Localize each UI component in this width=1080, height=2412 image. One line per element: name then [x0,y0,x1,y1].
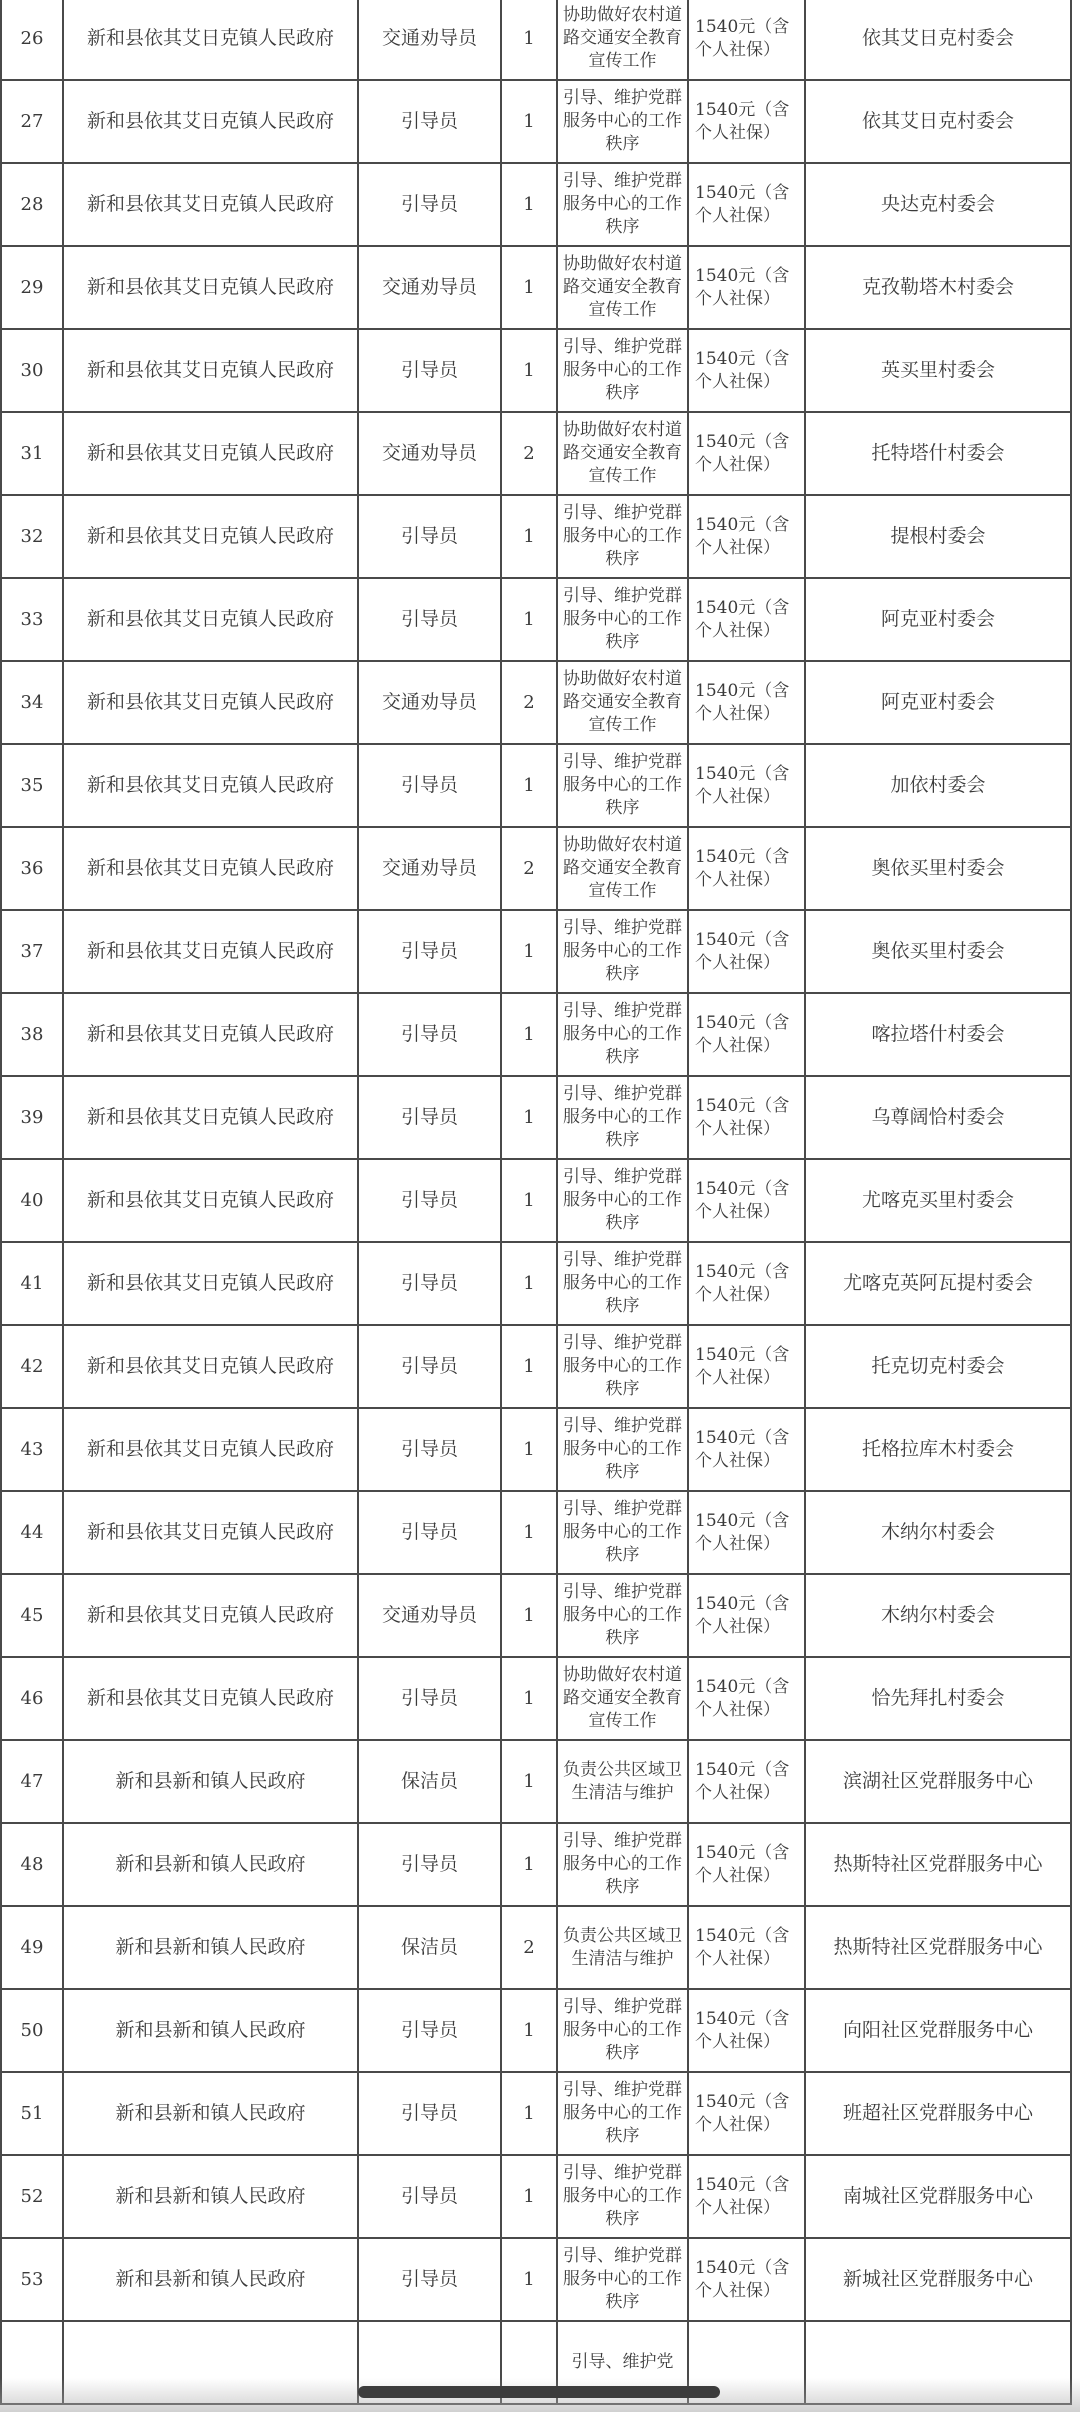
cell-duties-text: 引导、维护党群服务中心的工作秩序 [563,1001,682,1067]
cell-salary [688,2155,805,2238]
cell-work-location: 南城社区党群服务中心 [805,2155,1071,2238]
cell-number: 27 [1,80,63,163]
cell-number: 43 [1,1408,63,1491]
cell-position: 引导员 [358,2155,501,2238]
cell-employer: 新和县依其艾日克镇人民政府 [63,1574,358,1657]
cell-number: 26 [1,0,63,80]
cell-work-location: 乌尊阔恰村委会 [805,1076,1071,1159]
cell-headcount: 1 [501,910,557,993]
cell-duties-text: 协助做好农村道路交通安全教育宣传工作 [563,254,682,320]
cell-position: 交通劝导员 [358,827,501,910]
cell-salary-text: 1540元（含个人社保） [695,1510,790,1554]
cell-employer: 新和县依其艾日克镇人民政府 [63,0,358,80]
cell-duties-text: 引导、维护党群服务中心的工作秩序 [563,1333,682,1399]
cell-duties [557,1906,688,1989]
cell-employer: 新和县依其艾日克镇人民政府 [63,1408,358,1491]
cell-headcount: 2 [501,661,557,744]
cell-work-location: 奥依买里村委会 [805,827,1071,910]
cell-salary [688,163,805,246]
table-row [1,246,1071,329]
cell-salary [688,2321,805,2404]
cell-work-location: 尤喀克英阿瓦提村委会 [805,1242,1071,1325]
cell-salary-text: 1540元（含个人社保） [695,1842,790,1886]
cell-employer: 新和县依其艾日克镇人民政府 [63,412,358,495]
table-row [1,80,1071,163]
cell-duties [557,1159,688,1242]
cell-number: 38 [1,993,63,1076]
cell-salary-text: 1540元（含个人社保） [695,348,790,392]
cell-number: 37 [1,910,63,993]
cell-duties [557,1076,688,1159]
cell-headcount: 1 [501,163,557,246]
cell-position: 引导员 [358,1159,501,1242]
table-row [1,1491,1071,1574]
cell-employer [63,2321,358,2404]
cell-salary [688,1408,805,1491]
cell-duties-text: 引导、维护党群服务中心的工作秩序 [563,2080,682,2146]
cell-duties [557,495,688,578]
table-row [1,329,1071,412]
cell-duties-text: 引导、维护党群服务中心的工作秩序 [563,2163,682,2229]
cell-salary [688,1574,805,1657]
cell-number: 47 [1,1740,63,1823]
cell-headcount: 1 [501,246,557,329]
cell-number: 30 [1,329,63,412]
cell-duties [557,1491,688,1574]
cell-employer: 新和县依其艾日克镇人民政府 [63,495,358,578]
cell-work-location: 木纳尔村委会 [805,1491,1071,1574]
cell-position: 引导员 [358,80,501,163]
cell-duties [557,1242,688,1325]
table-row [1,412,1071,495]
cell-duties [557,1989,688,2072]
cell-employer: 新和县依其艾日克镇人民政府 [63,1657,358,1740]
cell-position: 保洁员 [358,1740,501,1823]
cell-duties [557,1325,688,1408]
cell-employer: 新和县新和镇人民政府 [63,1989,358,2072]
cell-headcount: 1 [501,1159,557,1242]
cell-salary-text: 1540元（含个人社保） [695,2008,790,2052]
cell-duties-text: 引导、维护党群服务中心的工作秩序 [563,1582,682,1648]
cell-number: 31 [1,412,63,495]
cell-employer: 新和县依其艾日克镇人民政府 [63,246,358,329]
cell-work-location: 克孜勒塔木村委会 [805,246,1071,329]
cell-employer: 新和县新和镇人民政府 [63,1906,358,1989]
cell-work-location: 木纳尔村委会 [805,1574,1071,1657]
cell-salary-text: 1540元（含个人社保） [695,431,790,475]
cell-duties [557,1408,688,1491]
table-row [1,578,1071,661]
cell-duties [557,80,688,163]
cell-work-location: 班超社区党群服务中心 [805,2072,1071,2155]
cell-duties [557,412,688,495]
cell-number: 50 [1,1989,63,2072]
cell-position: 交通劝导员 [358,0,501,80]
cell-number: 34 [1,661,63,744]
cell-duties-text: 引导、维护党群服务中心的工作秩序 [563,337,682,403]
cell-employer: 新和县依其艾日克镇人民政府 [63,1242,358,1325]
cell-duties [557,1657,688,1740]
cell-duties-text: 负责公共区域卫生清洁与维护 [563,1925,682,1969]
cell-salary [688,661,805,744]
cell-employer: 新和县依其艾日克镇人民政府 [63,80,358,163]
cell-headcount: 1 [501,1574,557,1657]
cell-employer: 新和县依其艾日克镇人民政府 [63,163,358,246]
cell-work-location: 阿克亚村委会 [805,578,1071,661]
cell-position: 引导员 [358,2072,501,2155]
table-row [1,0,1071,80]
table-row [1,1823,1071,1906]
cell-headcount: 1 [501,329,557,412]
cell-headcount: 1 [501,578,557,661]
cell-duties-text: 协助做好农村道路交通安全教育宣传工作 [563,420,682,486]
cell-work-location: 托格拉库木村委会 [805,1408,1071,1491]
cell-salary-text: 1540元（含个人社保） [695,1925,790,1969]
cell-duties-text: 引导、维护党群服务中心的工作秩序 [563,503,682,569]
cell-salary [688,1159,805,1242]
cell-duties [557,2155,688,2238]
cell-employer: 新和县依其艾日克镇人民政府 [63,744,358,827]
cell-number: 42 [1,1325,63,1408]
cell-headcount: 1 [501,0,557,80]
cell-salary [688,1823,805,1906]
cell-duties [557,246,688,329]
cell-work-location: 尤喀克买里村委会 [805,1159,1071,1242]
cell-headcount: 1 [501,1242,557,1325]
table-row [1,163,1071,246]
cell-headcount: 1 [501,993,557,1076]
cell-headcount: 1 [501,80,557,163]
table-row [1,827,1071,910]
cell-duties-text: 协助做好农村道路交通安全教育宣传工作 [563,835,682,901]
cell-salary-text: 1540元（含个人社保） [695,1344,790,1388]
table-row [1,1657,1071,1740]
cell-number: 53 [1,2238,63,2321]
cell-position: 保洁员 [358,1906,501,1989]
cell-duties [557,1574,688,1657]
table-row [1,1242,1071,1325]
cell-duties [557,329,688,412]
cell-duties-text: 引导、维护党群服务中心的工作秩序 [563,752,682,818]
cell-employer: 新和县依其艾日克镇人民政府 [63,993,358,1076]
cell-employer: 新和县新和镇人民政府 [63,2155,358,2238]
cell-number: 29 [1,246,63,329]
cell-salary-text: 1540元（含个人社保） [695,763,790,807]
cell-number: 28 [1,163,63,246]
cell-duties-text: 引导、维护党群服务中心的工作秩序 [563,1084,682,1150]
cell-duties [557,910,688,993]
table-row [1,744,1071,827]
table-row [1,2238,1071,2321]
table-row [1,495,1071,578]
cell-salary [688,0,805,80]
cell-work-location: 英买里村委会 [805,329,1071,412]
cell-employer: 新和县依其艾日克镇人民政府 [63,329,358,412]
cell-headcount: 1 [501,744,557,827]
cell-salary [688,578,805,661]
cell-position: 引导员 [358,910,501,993]
cell-duties [557,993,688,1076]
cell-position: 引导员 [358,1823,501,1906]
cell-duties-text: 引导、维护党群服务中心的工作秩序 [563,171,682,237]
cell-salary [688,1491,805,1574]
cell-salary-text: 1540元（含个人社保） [695,1261,790,1305]
cell-work-location: 提根村委会 [805,495,1071,578]
cell-salary-text: 1540元（含个人社保） [695,1095,790,1139]
cell-position: 引导员 [358,329,501,412]
cell-employer: 新和县依其艾日克镇人民政府 [63,1325,358,1408]
cell-salary-text: 1540元（含个人社保） [695,846,790,890]
cell-work-location [805,2321,1071,2404]
cell-headcount: 1 [501,2238,557,2321]
cell-employer: 新和县依其艾日克镇人民政府 [63,1076,358,1159]
cell-salary-text: 1540元（含个人社保） [695,929,790,973]
cell-position: 引导员 [358,1657,501,1740]
table-row [1,1076,1071,1159]
cell-position [358,2321,501,2404]
cell-salary [688,1325,805,1408]
cell-headcount: 2 [501,1906,557,1989]
cell-work-location: 向阳社区党群服务中心 [805,1989,1071,2072]
cell-salary [688,495,805,578]
cell-headcount: 1 [501,495,557,578]
cell-duties-text: 引导、维护党群服务中心的工作秩序 [563,2246,682,2312]
cell-headcount: 1 [501,1325,557,1408]
cell-salary-text: 1540元（含个人社保） [695,2091,790,2135]
cell-headcount: 1 [501,1657,557,1740]
cell-position: 引导员 [358,744,501,827]
cell-duties [557,744,688,827]
table-row [1,1408,1071,1491]
table-row [1,1906,1071,1989]
cell-work-location: 恰先拜扎村委会 [805,1657,1071,1740]
cell-duties-text: 引导、维护党群服务中心的工作秩序 [563,1831,682,1897]
cell-position: 引导员 [358,1408,501,1491]
cell-headcount: 1 [501,1076,557,1159]
cell-number [1,2321,63,2404]
table-row [1,661,1071,744]
cell-duties-text: 引导、维护党群服务中心的工作秩序 [563,1416,682,1482]
cell-salary [688,80,805,163]
cell-salary-text: 1540元（含个人社保） [695,1593,790,1637]
cell-position: 引导员 [358,2238,501,2321]
cell-salary-text: 1540元（含个人社保） [695,1012,790,1056]
table-row [1,910,1071,993]
cell-salary-text: 1540元（含个人社保） [695,680,790,724]
cell-position: 引导员 [358,1242,501,1325]
cell-work-location: 热斯特社区党群服务中心 [805,1823,1071,1906]
cell-position: 交通劝导员 [358,246,501,329]
cell-number: 51 [1,2072,63,2155]
cell-employer: 新和县依其艾日克镇人民政府 [63,1491,358,1574]
table-body [1,0,1071,2404]
table-row [1,1159,1071,1242]
cell-duties [557,0,688,80]
cell-number: 48 [1,1823,63,1906]
cell-work-location: 奥依买里村委会 [805,910,1071,993]
cell-salary [688,910,805,993]
cell-headcount: 1 [501,1408,557,1491]
cell-position: 引导员 [358,993,501,1076]
cell-duties-text: 引导、维护党群服务中心的工作秩序 [563,1250,682,1316]
cell-headcount: 1 [501,1989,557,2072]
cell-work-location: 托特塔什村委会 [805,412,1071,495]
cell-work-location: 新城社区党群服务中心 [805,2238,1071,2321]
cell-number: 52 [1,2155,63,2238]
cell-salary [688,329,805,412]
cell-employer: 新和县新和镇人民政府 [63,1740,358,1823]
cell-duties [557,661,688,744]
cell-position: 交通劝导员 [358,661,501,744]
cell-work-location: 央达克村委会 [805,163,1071,246]
cell-salary-text: 1540元（含个人社保） [695,1178,790,1222]
cell-duties-text: 协助做好农村道路交通安全教育宣传工作 [563,1665,682,1731]
cell-headcount: 1 [501,2155,557,2238]
table-row [1,1740,1071,1823]
cell-headcount [501,2321,557,2404]
cell-salary [688,2238,805,2321]
cell-duties-text: 引导、维护党 [571,2352,674,2372]
cell-salary [688,993,805,1076]
cell-number: 36 [1,827,63,910]
cell-salary [688,827,805,910]
cell-number: 32 [1,495,63,578]
cell-number: 33 [1,578,63,661]
cell-number: 44 [1,1491,63,1574]
cell-number: 45 [1,1574,63,1657]
cell-salary [688,2072,805,2155]
table-row [1,993,1071,1076]
cell-position: 交通劝导员 [358,412,501,495]
table-row [1,2155,1071,2238]
cell-duties-text: 引导、维护党群服务中心的工作秩序 [563,1997,682,2063]
cell-salary-text: 1540元（含个人社保） [695,2257,790,2301]
cell-work-location: 依其艾日克村委会 [805,80,1071,163]
cell-duties [557,163,688,246]
cell-position: 引导员 [358,1076,501,1159]
cell-work-location: 托克切克村委会 [805,1325,1071,1408]
cell-salary [688,1740,805,1823]
cell-duties [557,1740,688,1823]
table-row [1,1325,1071,1408]
cell-salary-text: 1540元（含个人社保） [695,597,790,641]
cell-position: 引导员 [358,578,501,661]
cell-position: 引导员 [358,1989,501,2072]
cell-salary [688,1906,805,1989]
cell-employer: 新和县依其艾日克镇人民政府 [63,1159,358,1242]
cell-number: 41 [1,1242,63,1325]
cell-work-location: 滨湖社区党群服务中心 [805,1740,1071,1823]
cell-headcount: 1 [501,2072,557,2155]
cell-duties-text: 协助做好农村道路交通安全教育宣传工作 [563,5,682,71]
table-row [1,1574,1071,1657]
cell-salary-text: 1540元（含个人社保） [695,99,790,143]
cell-salary-text: 1540元（含个人社保） [695,1759,790,1803]
cell-duties-text: 引导、维护党群服务中心的工作秩序 [563,88,682,154]
cell-employer: 新和县依其艾日克镇人民政府 [63,910,358,993]
cell-salary [688,1989,805,2072]
cell-work-location: 阿克亚村委会 [805,661,1071,744]
table-row [1,2072,1071,2155]
cell-headcount: 1 [501,1823,557,1906]
cell-number: 49 [1,1906,63,1989]
cell-employer: 新和县新和镇人民政府 [63,2072,358,2155]
cell-number: 46 [1,1657,63,1740]
cell-employer: 新和县新和镇人民政府 [63,1823,358,1906]
cell-position: 引导员 [358,1325,501,1408]
cell-employer: 新和县依其艾日克镇人民政府 [63,578,358,661]
cell-position: 引导员 [358,495,501,578]
cell-salary-text: 1540元（含个人社保） [695,1676,790,1720]
cell-salary [688,1657,805,1740]
cell-headcount: 2 [501,412,557,495]
cell-headcount: 2 [501,827,557,910]
cell-duties-text: 引导、维护党群服务中心的工作秩序 [563,586,682,652]
cell-duties-text: 协助做好农村道路交通安全教育宣传工作 [563,669,682,735]
cell-salary [688,246,805,329]
cell-work-location: 热斯特社区党群服务中心 [805,1906,1071,1989]
cell-salary-text: 1540元（含个人社保） [695,265,790,309]
cell-duties-text: 引导、维护党群服务中心的工作秩序 [563,1499,682,1565]
cell-duties-text: 引导、维护党群服务中心的工作秩序 [563,918,682,984]
cell-salary [688,412,805,495]
cell-duties [557,2072,688,2155]
cell-employer: 新和县依其艾日克镇人民政府 [63,827,358,910]
cell-salary [688,1076,805,1159]
cell-salary [688,1242,805,1325]
cell-number: 35 [1,744,63,827]
cell-position: 引导员 [358,163,501,246]
cell-duties [557,827,688,910]
cell-position: 引导员 [358,1491,501,1574]
cell-number: 39 [1,1076,63,1159]
cell-duties-text: 负责公共区域卫生清洁与维护 [563,1759,682,1803]
cell-salary-text: 1540元（含个人社保） [695,514,790,558]
cell-salary [688,744,805,827]
cell-work-location: 喀拉塔什村委会 [805,993,1071,1076]
cell-duties [557,2238,688,2321]
cell-salary-text: 1540元（含个人社保） [695,2174,790,2218]
cell-salary-text: 1540元（含个人社保） [695,16,790,60]
cell-number: 40 [1,1159,63,1242]
cell-duties [557,1823,688,1906]
table-row [1,2321,1071,2404]
cell-headcount: 1 [501,1740,557,1823]
cell-employer: 新和县新和镇人民政府 [63,2238,358,2321]
cell-salary-text: 1540元（含个人社保） [695,1427,790,1471]
cell-employer: 新和县依其艾日克镇人民政府 [63,661,358,744]
cell-duties [557,578,688,661]
cell-duties [557,2321,688,2404]
cell-work-location: 加依村委会 [805,744,1071,827]
cell-salary-text: 1540元（含个人社保） [695,182,790,226]
cell-headcount: 1 [501,1491,557,1574]
cell-work-location: 依其艾日克村委会 [805,0,1071,80]
table-row [1,1989,1071,2072]
cell-position: 交通劝导员 [358,1574,501,1657]
cell-duties-text: 引导、维护党群服务中心的工作秩序 [563,1167,682,1233]
